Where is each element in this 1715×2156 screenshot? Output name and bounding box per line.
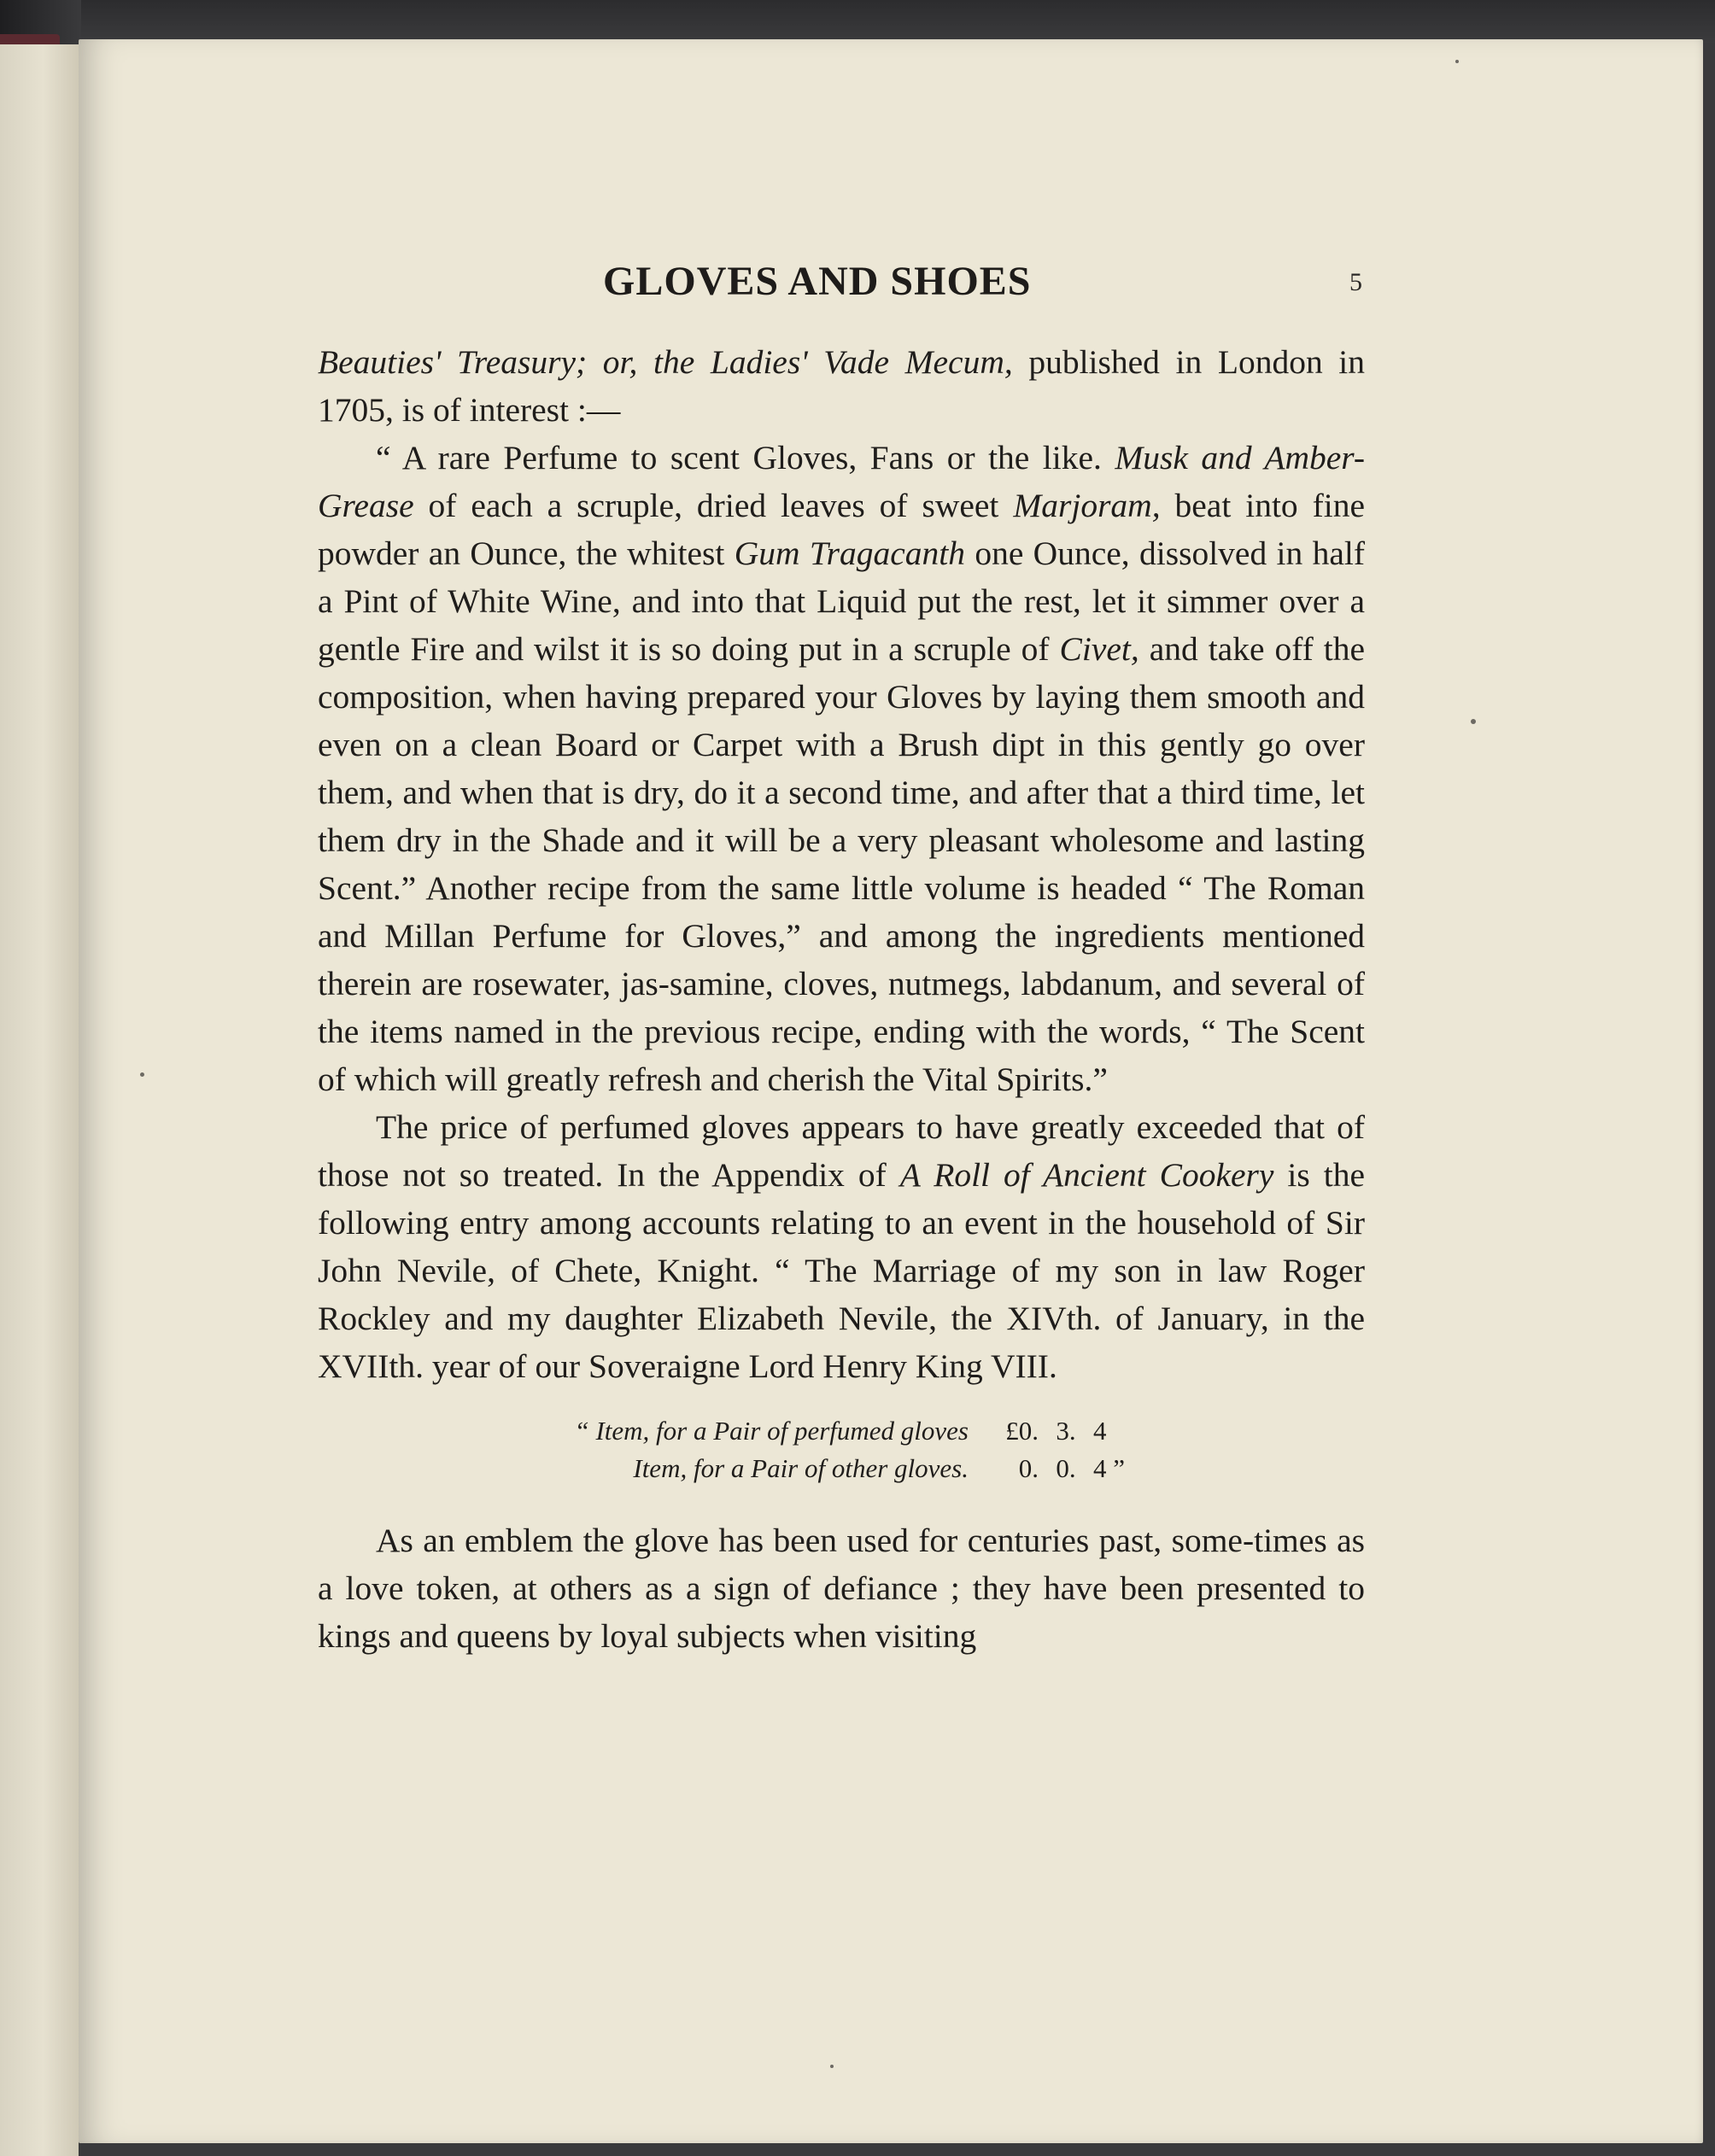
entry-description: “ Item, for a Pair of perfumed gloves <box>574 1416 969 1446</box>
text-run: As an emblem the glove has been used for centuries past, some-times as a love token, at others as a sign of defiance ; they have been presented to kings and queens by loyal subjects when visiting <box>318 1522 1365 1655</box>
italic-term: Civet, <box>1059 630 1139 668</box>
entry-pounds: 0. <box>1018 1453 1039 1483</box>
paragraph-4 <box>318 1516 1365 1660</box>
entry-pence: 4 <box>1093 1416 1107 1446</box>
account-entry <box>318 1412 1365 1450</box>
italic-term: Marjoram, <box>1013 487 1161 524</box>
entry-pounds: £0. <box>1005 1416 1039 1446</box>
italic-title: A Roll of Ancient Cookery <box>899 1156 1274 1194</box>
page-number: 5 <box>1349 268 1362 296</box>
text-run: is the following entry among accounts relating to an event in the household of Sir John Nevile, of Chete, Knight. “ The Marriage of my son in law Roger Rockley and my daughter Elizabeth Nevile, the XIVth. of January, in the XVIIth. year of our Soveraigne Lord Henry King VIII. <box>318 1156 1365 1385</box>
text-run: of each a scruple, dried leaves of sweet <box>413 487 1014 524</box>
text-run: and take off the composition, when having prepared your Gloves by laying them smooth and even on a clean Board or Carpet with a Brush dipt in this gently go over them, and when that is dry, do it a second time, and after that a third time, let them dry in the Shade and it will be a very pleasant wholesome and lasting Scent.” Another recipe from the same little volume is headed “ The Roman and Millan Perfume for Gloves,” and among the ingredients mentioned therein are rosewater, jas-samine, cloves, nutmegs, labdanum, and several of the items named in the previous recipe, ending with the words, “ The Scent of which will greatly refresh and cherish the Vital Spirits.” <box>318 630 1365 1098</box>
entry-description: Item, for a Pair of other gloves. <box>633 1453 969 1483</box>
facing-page-edge <box>0 44 79 2156</box>
text-run: beat into fine powder an Ounce, the whitest <box>318 487 1365 572</box>
paper-speck <box>1455 60 1459 63</box>
paragraph-3 <box>318 1103 1365 1390</box>
entry-shillings: 3. <box>1056 1416 1076 1446</box>
entry-shillings: 0. <box>1056 1453 1076 1483</box>
text-run: The price of perfumed gloves appears to have greatly exceeded that of those not so treated. In the Appendix of <box>318 1108 1365 1194</box>
running-title: GLOVES AND SHOES <box>603 259 1032 304</box>
dark-backdrop-top <box>0 0 1715 43</box>
text-run: “ A rare Perfume to scent Gloves, Fans or the like. <box>376 439 1115 476</box>
text-run: published in London in 1705, is of interest :— <box>318 343 1366 429</box>
italic-title: Beauties' Treasury; or, <box>318 343 638 381</box>
paragraph-1 <box>318 338 1365 434</box>
paper-speck <box>830 2065 834 2068</box>
text-run: one Ounce, dissolved in half a Pint of White Wine, and into that Liquid put the rest, let it simmer over a gentle Fire and wilst it is so doing put in a scruple of <box>318 535 1365 668</box>
italic-term: Musk and Amber-Grease <box>318 439 1366 524</box>
running-header <box>0 258 1715 318</box>
main-text <box>318 338 1365 1660</box>
account-entry <box>318 1450 1365 1487</box>
paragraph-2 <box>318 434 1365 1103</box>
italic-title: the Ladies' Vade Mecum, <box>653 343 1013 381</box>
paper-speck <box>140 1072 144 1077</box>
paper-speck <box>1471 719 1476 724</box>
entry-pence: 4 ” <box>1093 1453 1126 1483</box>
italic-term: Gum Tragacanth <box>734 535 965 572</box>
account-entries <box>318 1412 1365 1487</box>
